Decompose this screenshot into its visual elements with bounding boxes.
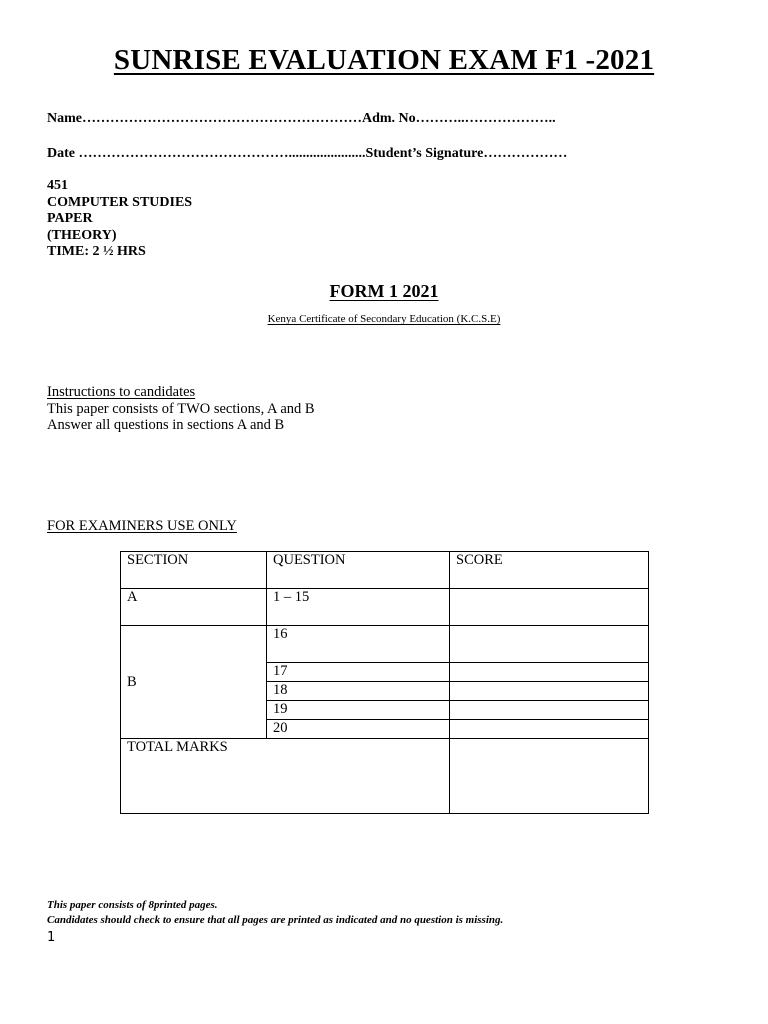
score-cell [450, 720, 649, 739]
paper-info [47, 178, 192, 261]
total-score-cell [450, 739, 649, 814]
score-cell [450, 701, 649, 720]
score-table [120, 551, 649, 814]
score-cell [450, 589, 649, 626]
table-row [121, 589, 649, 626]
name-adm-field-line: Name……………………………………………………Adm. No………..……………….. [47, 111, 556, 126]
table-row [121, 626, 649, 663]
header-section: SECTION [121, 552, 267, 589]
score-cell [450, 663, 649, 682]
examiners-title: FOR EXAMINERS USE ONLY [47, 518, 237, 534]
question-cell: 19 [267, 701, 450, 720]
score-cell [450, 626, 649, 663]
question-range-cell: 1 – 15 [267, 589, 450, 626]
date-signature-field-line: Date ………………………………………......................Student’s Signature……………… [47, 146, 568, 161]
section-a-cell: A [121, 589, 267, 626]
form-heading: FORM 1 2021 [329, 281, 439, 301]
header-score: SCORE [450, 552, 649, 589]
question-cell: 20 [267, 720, 450, 739]
paper-type: (THEORY) [47, 227, 117, 243]
exam-title: SUNRISE EVALUATION EXAM F1 -2021 [113, 44, 655, 76]
score-cell [450, 682, 649, 701]
paper-code: 451 [47, 178, 68, 193]
page-number: 1 [47, 930, 56, 945]
instructions-title: Instructions to candidates [47, 384, 196, 400]
instruction-line: Answer all questions in sections A and B [47, 417, 285, 433]
question-cell: 18 [267, 682, 450, 701]
instruction-line: This paper consists of TWO sections, A and B [47, 400, 315, 417]
check-note: Candidates should check to ensure that all pages are printed as indicated and no question is missing. [47, 913, 504, 926]
header-question: QUESTION [267, 552, 450, 589]
pages-note: This paper consists of 8printed pages. [47, 899, 218, 911]
question-cell: 16 [267, 626, 450, 663]
paper-label: PAPER [47, 211, 93, 226]
instructions [47, 384, 315, 434]
total-marks-label: TOTAL MARKS [121, 739, 450, 814]
subject-name: COMPUTER STUDIES [47, 194, 193, 210]
footer-notes [47, 898, 503, 927]
question-cell: 17 [267, 663, 450, 682]
section-b-cell: B [121, 626, 267, 739]
paper-time: TIME: 2 ½ HRS [47, 244, 146, 259]
exam-body: Kenya Certificate of Secondary Education (K.C.S.E) [267, 313, 501, 325]
table-header-row [121, 552, 649, 589]
total-row [121, 739, 649, 814]
